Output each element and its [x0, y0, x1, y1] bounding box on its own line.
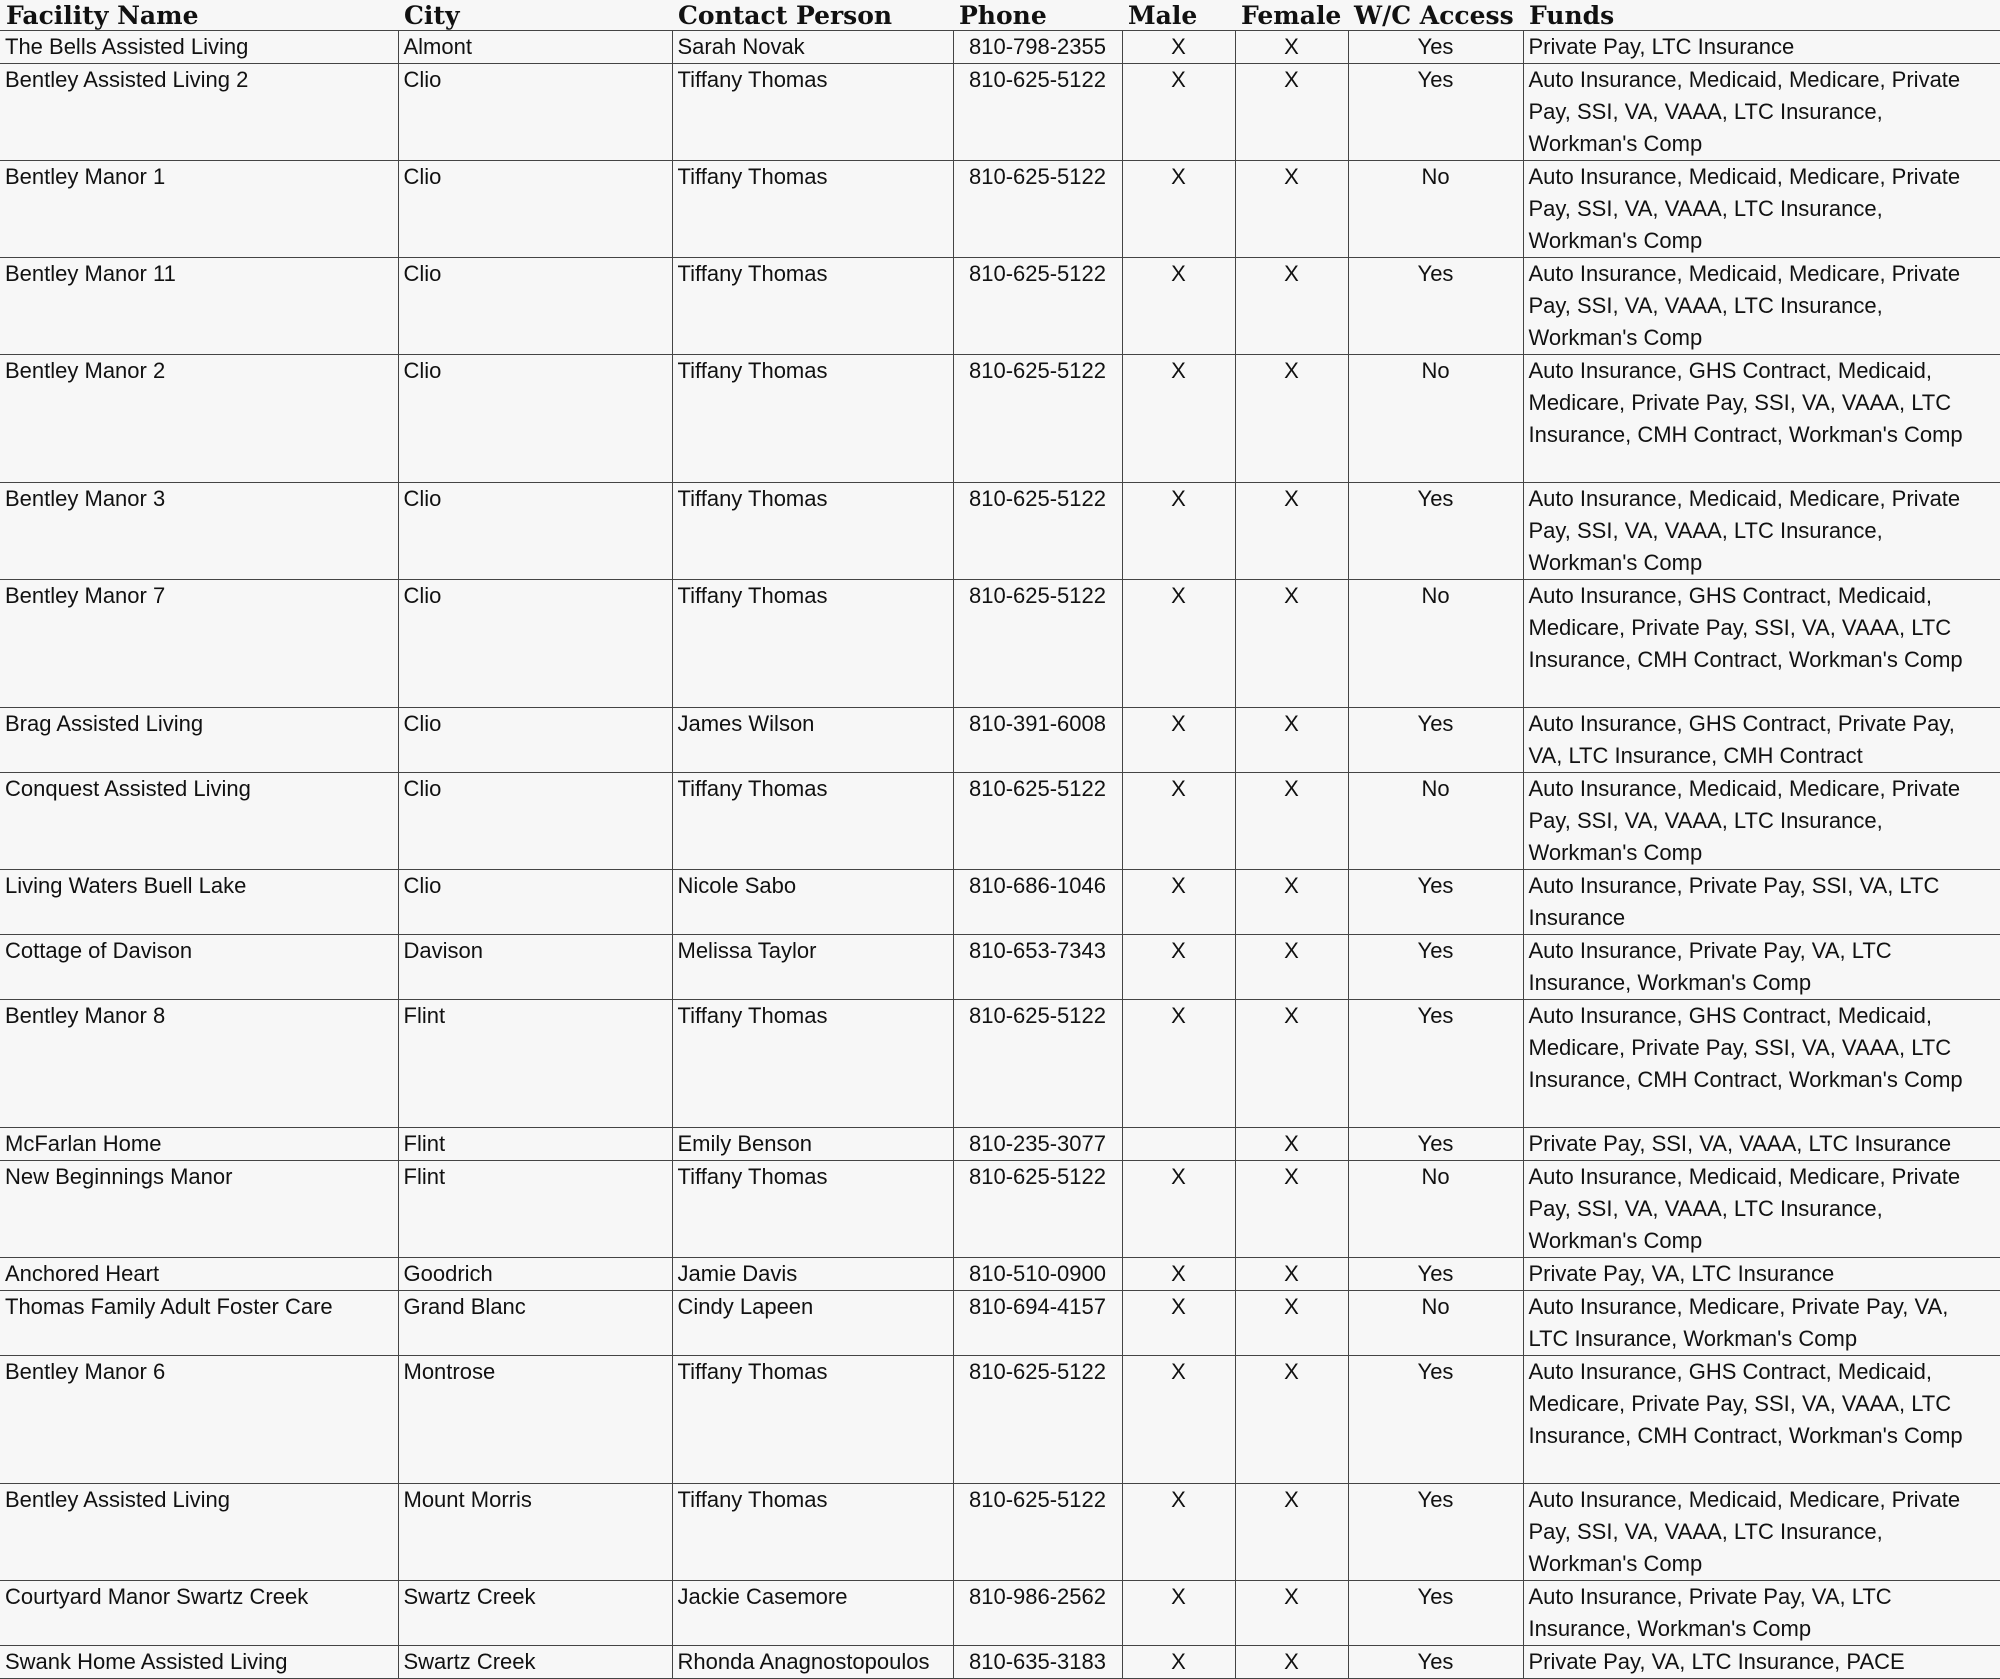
- cell-funds[interactable]: Auto Insurance, GHS Contract, Medicaid, Medicare, Private Pay, SSI, VA, VAAA, LTC Insurance, CMH Contract, Workman's Comp: [1523, 355, 2000, 483]
- cell-phone[interactable]: 810-625-5122: [953, 1484, 1122, 1581]
- header-contact-person[interactable]: Contact Person: [672, 0, 953, 31]
- cell-contact-person[interactable]: Tiffany Thomas: [672, 773, 953, 870]
- header-female[interactable]: Female: [1235, 0, 1348, 31]
- table-row: [0, 870, 2000, 935]
- cell-female[interactable]: X: [1235, 935, 1348, 1000]
- cell-male[interactable]: X: [1122, 580, 1235, 708]
- cell-phone[interactable]: 810-686-1046: [953, 870, 1122, 935]
- cell-female[interactable]: X: [1235, 355, 1348, 483]
- cell-male[interactable]: X: [1122, 773, 1235, 870]
- cell-male[interactable]: [1122, 1128, 1235, 1161]
- cell-funds[interactable]: Auto Insurance, Private Pay, SSI, VA, LTC Insurance: [1523, 870, 2000, 935]
- cell-wc-access[interactable]: Yes: [1348, 1258, 1523, 1291]
- table-row: [0, 1128, 2000, 1161]
- cell-facility-name[interactable]: Living Waters Buell Lake: [0, 870, 398, 935]
- cell-male[interactable]: X: [1122, 161, 1235, 258]
- cell-facility-name[interactable]: Brag Assisted Living: [0, 708, 398, 773]
- cell-contact-person[interactable]: Emily Benson: [672, 1128, 953, 1161]
- cell-phone[interactable]: 810-625-5122: [953, 355, 1122, 483]
- header-male[interactable]: Male: [1122, 0, 1235, 31]
- cell-funds[interactable]: Auto Insurance, Medicaid, Medicare, Private Pay, SSI, VA, VAAA, LTC Insurance, Workman's Comp: [1523, 773, 2000, 870]
- cell-funds[interactable]: Auto Insurance, GHS Contract, Medicaid, Medicare, Private Pay, SSI, VA, VAAA, LTC Insurance, CMH Contract, Workman's Comp: [1523, 1356, 2000, 1484]
- cell-phone[interactable]: 810-625-5122: [953, 161, 1122, 258]
- cell-contact-person[interactable]: Tiffany Thomas: [672, 161, 953, 258]
- cell-funds[interactable]: Auto Insurance, Medicaid, Medicare, Private Pay, SSI, VA, VAAA, LTC Insurance, Workman's Comp: [1523, 64, 2000, 161]
- cell-wc-access[interactable]: Yes: [1348, 708, 1523, 773]
- cell-phone[interactable]: 810-798-2355: [953, 31, 1122, 64]
- cell-female[interactable]: X: [1235, 773, 1348, 870]
- table-row: [0, 483, 2000, 580]
- cell-facility-name[interactable]: Conquest Assisted Living: [0, 773, 398, 870]
- cell-female[interactable]: X: [1235, 1646, 1348, 1679]
- cell-contact-person[interactable]: Tiffany Thomas: [672, 1484, 953, 1581]
- cell-city[interactable]: Flint: [398, 1161, 672, 1258]
- cell-phone[interactable]: 810-625-5122: [953, 1161, 1122, 1258]
- cell-funds[interactable]: Auto Insurance, Medicaid, Medicare, Private Pay, SSI, VA, VAAA, LTC Insurance, Workman's Comp: [1523, 1161, 2000, 1258]
- cell-contact-person[interactable]: Tiffany Thomas: [672, 1000, 953, 1128]
- header-funds[interactable]: Funds: [1523, 0, 2000, 31]
- cell-wc-access[interactable]: Yes: [1348, 1484, 1523, 1581]
- cell-city[interactable]: Clio: [398, 64, 672, 161]
- cell-male[interactable]: X: [1122, 31, 1235, 64]
- cell-funds[interactable]: Auto Insurance, Medicaid, Medicare, Private Pay, SSI, VA, VAAA, LTC Insurance, Workman's Comp: [1523, 258, 2000, 355]
- cell-city[interactable]: Flint: [398, 1128, 672, 1161]
- cell-facility-name[interactable]: Swank Home Assisted Living: [0, 1646, 398, 1679]
- cell-facility-name[interactable]: Courtyard Manor Swartz Creek: [0, 1581, 398, 1646]
- cell-facility-name[interactable]: Bentley Manor 11: [0, 258, 398, 355]
- cell-wc-access[interactable]: No: [1348, 580, 1523, 708]
- cell-wc-access[interactable]: No: [1348, 161, 1523, 258]
- table-row: [0, 161, 2000, 258]
- cell-wc-access[interactable]: No: [1348, 1291, 1523, 1356]
- cell-contact-person[interactable]: James Wilson: [672, 708, 953, 773]
- table-row: [0, 355, 2000, 483]
- cell-male[interactable]: X: [1122, 870, 1235, 935]
- table-row: [0, 1581, 2000, 1646]
- cell-wc-access[interactable]: Yes: [1348, 258, 1523, 355]
- cell-female[interactable]: X: [1235, 64, 1348, 161]
- cell-facility-name[interactable]: New Beginnings Manor: [0, 1161, 398, 1258]
- cell-wc-access[interactable]: Yes: [1348, 31, 1523, 64]
- table-row: [0, 580, 2000, 708]
- cell-city[interactable]: Flint: [398, 1000, 672, 1128]
- cell-funds[interactable]: Auto Insurance, Medicaid, Medicare, Private Pay, SSI, VA, VAAA, LTC Insurance, Workman's Comp: [1523, 161, 2000, 258]
- cell-female[interactable]: X: [1235, 1484, 1348, 1581]
- cell-male[interactable]: X: [1122, 708, 1235, 773]
- cell-contact-person[interactable]: Jackie Casemore: [672, 1581, 953, 1646]
- cell-city[interactable]: Clio: [398, 580, 672, 708]
- table-row: [0, 1161, 2000, 1258]
- cell-phone[interactable]: 810-986-2562: [953, 1581, 1122, 1646]
- cell-phone[interactable]: 810-235-3077: [953, 1128, 1122, 1161]
- cell-contact-person[interactable]: Tiffany Thomas: [672, 1356, 953, 1484]
- cell-city[interactable]: Clio: [398, 258, 672, 355]
- cell-phone[interactable]: 810-625-5122: [953, 258, 1122, 355]
- cell-contact-person[interactable]: Rhonda Anagnostopoulos: [672, 1646, 953, 1679]
- cell-facility-name[interactable]: Bentley Manor 6: [0, 1356, 398, 1484]
- cell-city[interactable]: Clio: [398, 773, 672, 870]
- cell-facility-name[interactable]: Bentley Assisted Living: [0, 1484, 398, 1581]
- table-row: [0, 935, 2000, 1000]
- cell-facility-name[interactable]: Bentley Manor 8: [0, 1000, 398, 1128]
- cell-female[interactable]: X: [1235, 1128, 1348, 1161]
- cell-facility-name[interactable]: McFarlan Home: [0, 1128, 398, 1161]
- cell-phone[interactable]: 810-625-5122: [953, 1000, 1122, 1128]
- cell-female[interactable]: X: [1235, 580, 1348, 708]
- cell-funds[interactable]: Auto Insurance, Medicare, Private Pay, VA, LTC Insurance, Workman's Comp: [1523, 1291, 2000, 1356]
- cell-phone[interactable]: 810-625-5122: [953, 1356, 1122, 1484]
- cell-funds[interactable]: Auto Insurance, Medicaid, Medicare, Private Pay, SSI, VA, VAAA, LTC Insurance, Workman's Comp: [1523, 1484, 2000, 1581]
- cell-contact-person[interactable]: Cindy Lapeen: [672, 1291, 953, 1356]
- cell-phone[interactable]: 810-625-5122: [953, 580, 1122, 708]
- cell-phone[interactable]: 810-510-0900: [953, 1258, 1122, 1291]
- cell-facility-name[interactable]: Bentley Manor 3: [0, 483, 398, 580]
- table-row: [0, 1484, 2000, 1581]
- cell-female[interactable]: X: [1235, 1291, 1348, 1356]
- cell-contact-person[interactable]: Jamie Davis: [672, 1258, 953, 1291]
- cell-wc-access[interactable]: Yes: [1348, 870, 1523, 935]
- header-city[interactable]: City: [398, 0, 672, 31]
- cell-contact-person[interactable]: Melissa Taylor: [672, 935, 953, 1000]
- cell-facility-name[interactable]: Anchored Heart: [0, 1258, 398, 1291]
- cell-male[interactable]: X: [1122, 64, 1235, 161]
- cell-city[interactable]: Clio: [398, 708, 672, 773]
- cell-city[interactable]: Clio: [398, 355, 672, 483]
- cell-wc-access[interactable]: Yes: [1348, 483, 1523, 580]
- cell-city[interactable]: Goodrich: [398, 1258, 672, 1291]
- cell-wc-access[interactable]: Yes: [1348, 1356, 1523, 1484]
- cell-facility-name[interactable]: Bentley Manor 1: [0, 161, 398, 258]
- cell-female[interactable]: X: [1235, 31, 1348, 64]
- cell-facility-name[interactable]: Cottage of Davison: [0, 935, 398, 1000]
- table-row: [0, 1356, 2000, 1484]
- cell-contact-person[interactable]: Tiffany Thomas: [672, 355, 953, 483]
- cell-phone[interactable]: 810-625-5122: [953, 483, 1122, 580]
- table-body: [0, 31, 2000, 1679]
- cell-wc-access[interactable]: Yes: [1348, 1128, 1523, 1161]
- cell-wc-access[interactable]: Yes: [1348, 1646, 1523, 1679]
- cell-male[interactable]: X: [1122, 935, 1235, 1000]
- cell-funds[interactable]: Auto Insurance, Private Pay, VA, LTC Insurance, Workman's Comp: [1523, 1581, 2000, 1646]
- cell-funds[interactable]: Private Pay, SSI, VA, VAAA, LTC Insurance: [1523, 1128, 2000, 1161]
- table-row: [0, 773, 2000, 870]
- table-row: [0, 1646, 2000, 1679]
- cell-male[interactable]: X: [1122, 1581, 1235, 1646]
- cell-male[interactable]: X: [1122, 1000, 1235, 1128]
- table-row: [0, 31, 2000, 64]
- table-row: [0, 708, 2000, 773]
- cell-city[interactable]: Swartz Creek: [398, 1581, 672, 1646]
- cell-male[interactable]: X: [1122, 1646, 1235, 1679]
- header-phone[interactable]: Phone: [953, 0, 1122, 31]
- cell-female[interactable]: X: [1235, 1000, 1348, 1128]
- header-facility-name[interactable]: Facility Name: [0, 0, 398, 31]
- cell-funds[interactable]: Auto Insurance, GHS Contract, Private Pay, VA, LTC Insurance, CMH Contract: [1523, 708, 2000, 773]
- cell-city[interactable]: Grand Blanc: [398, 1291, 672, 1356]
- table-header: [0, 0, 2000, 31]
- cell-phone[interactable]: 810-625-5122: [953, 773, 1122, 870]
- cell-city[interactable]: Almont: [398, 31, 672, 64]
- cell-facility-name[interactable]: Thomas Family Adult Foster Care: [0, 1291, 398, 1356]
- table-row: [0, 1291, 2000, 1356]
- cell-city[interactable]: Davison: [398, 935, 672, 1000]
- header-wc-access[interactable]: W/C Access: [1348, 0, 1523, 31]
- cell-wc-access[interactable]: No: [1348, 773, 1523, 870]
- cell-contact-person[interactable]: Nicole Sabo: [672, 870, 953, 935]
- cell-city[interactable]: Clio: [398, 483, 672, 580]
- cell-facility-name[interactable]: Bentley Manor 7: [0, 580, 398, 708]
- cell-contact-person[interactable]: Tiffany Thomas: [672, 258, 953, 355]
- cell-wc-access[interactable]: Yes: [1348, 64, 1523, 161]
- cell-male[interactable]: X: [1122, 1258, 1235, 1291]
- table-row: [0, 64, 2000, 161]
- cell-male[interactable]: X: [1122, 258, 1235, 355]
- cell-contact-person[interactable]: Tiffany Thomas: [672, 1161, 953, 1258]
- cell-female[interactable]: X: [1235, 483, 1348, 580]
- cell-female[interactable]: X: [1235, 161, 1348, 258]
- table-row: [0, 1000, 2000, 1128]
- cell-female[interactable]: X: [1235, 708, 1348, 773]
- cell-female[interactable]: X: [1235, 258, 1348, 355]
- cell-male[interactable]: X: [1122, 355, 1235, 483]
- cell-funds[interactable]: Auto Insurance, Private Pay, VA, LTC Insurance, Workman's Comp: [1523, 935, 2000, 1000]
- cell-contact-person[interactable]: Sarah Novak: [672, 31, 953, 64]
- cell-facility-name[interactable]: The Bells Assisted Living: [0, 31, 398, 64]
- table-row: [0, 1258, 2000, 1291]
- cell-facility-name[interactable]: Bentley Assisted Living 2: [0, 64, 398, 161]
- cell-female[interactable]: X: [1235, 1161, 1348, 1258]
- cell-funds[interactable]: Auto Insurance, Medicaid, Medicare, Private Pay, SSI, VA, VAAA, LTC Insurance, Workman's Comp: [1523, 483, 2000, 580]
- cell-male[interactable]: X: [1122, 1161, 1235, 1258]
- cell-contact-person[interactable]: Tiffany Thomas: [672, 580, 953, 708]
- cell-wc-access[interactable]: No: [1348, 1161, 1523, 1258]
- cell-male[interactable]: X: [1122, 1484, 1235, 1581]
- cell-female[interactable]: X: [1235, 870, 1348, 935]
- cell-city[interactable]: Clio: [398, 870, 672, 935]
- cell-male[interactable]: X: [1122, 1356, 1235, 1484]
- cell-phone[interactable]: 810-635-3183: [953, 1646, 1122, 1679]
- cell-wc-access[interactable]: Yes: [1348, 1581, 1523, 1646]
- cell-wc-access[interactable]: No: [1348, 355, 1523, 483]
- cell-city[interactable]: Montrose: [398, 1356, 672, 1484]
- cell-funds[interactable]: Auto Insurance, GHS Contract, Medicaid, Medicare, Private Pay, SSI, VA, VAAA, LTC Insurance, CMH Contract, Workman's Comp: [1523, 1000, 2000, 1128]
- cell-male[interactable]: X: [1122, 1291, 1235, 1356]
- cell-wc-access[interactable]: Yes: [1348, 935, 1523, 1000]
- cell-city[interactable]: Clio: [398, 161, 672, 258]
- cell-city[interactable]: Mount Morris: [398, 1484, 672, 1581]
- cell-funds[interactable]: Auto Insurance, GHS Contract, Medicaid, Medicare, Private Pay, SSI, VA, VAAA, LTC Insurance, CMH Contract, Workman's Comp: [1523, 580, 2000, 708]
- cell-male[interactable]: X: [1122, 483, 1235, 580]
- cell-female[interactable]: X: [1235, 1356, 1348, 1484]
- cell-funds[interactable]: Private Pay, VA, LTC Insurance: [1523, 1258, 2000, 1291]
- cell-funds[interactable]: Private Pay, VA, LTC Insurance, PACE: [1523, 1646, 2000, 1679]
- cell-phone[interactable]: 810-391-6008: [953, 708, 1122, 773]
- cell-phone[interactable]: 810-653-7343: [953, 935, 1122, 1000]
- cell-wc-access[interactable]: Yes: [1348, 1000, 1523, 1128]
- cell-phone[interactable]: 810-694-4157: [953, 1291, 1122, 1356]
- table-row: [0, 258, 2000, 355]
- cell-funds[interactable]: Private Pay, LTC Insurance: [1523, 31, 2000, 64]
- cell-city[interactable]: Swartz Creek: [398, 1646, 672, 1679]
- cell-contact-person[interactable]: Tiffany Thomas: [672, 64, 953, 161]
- cell-facility-name[interactable]: Bentley Manor 2: [0, 355, 398, 483]
- cell-contact-person[interactable]: Tiffany Thomas: [672, 483, 953, 580]
- cell-female[interactable]: X: [1235, 1581, 1348, 1646]
- cell-female[interactable]: X: [1235, 1258, 1348, 1291]
- cell-phone[interactable]: 810-625-5122: [953, 64, 1122, 161]
